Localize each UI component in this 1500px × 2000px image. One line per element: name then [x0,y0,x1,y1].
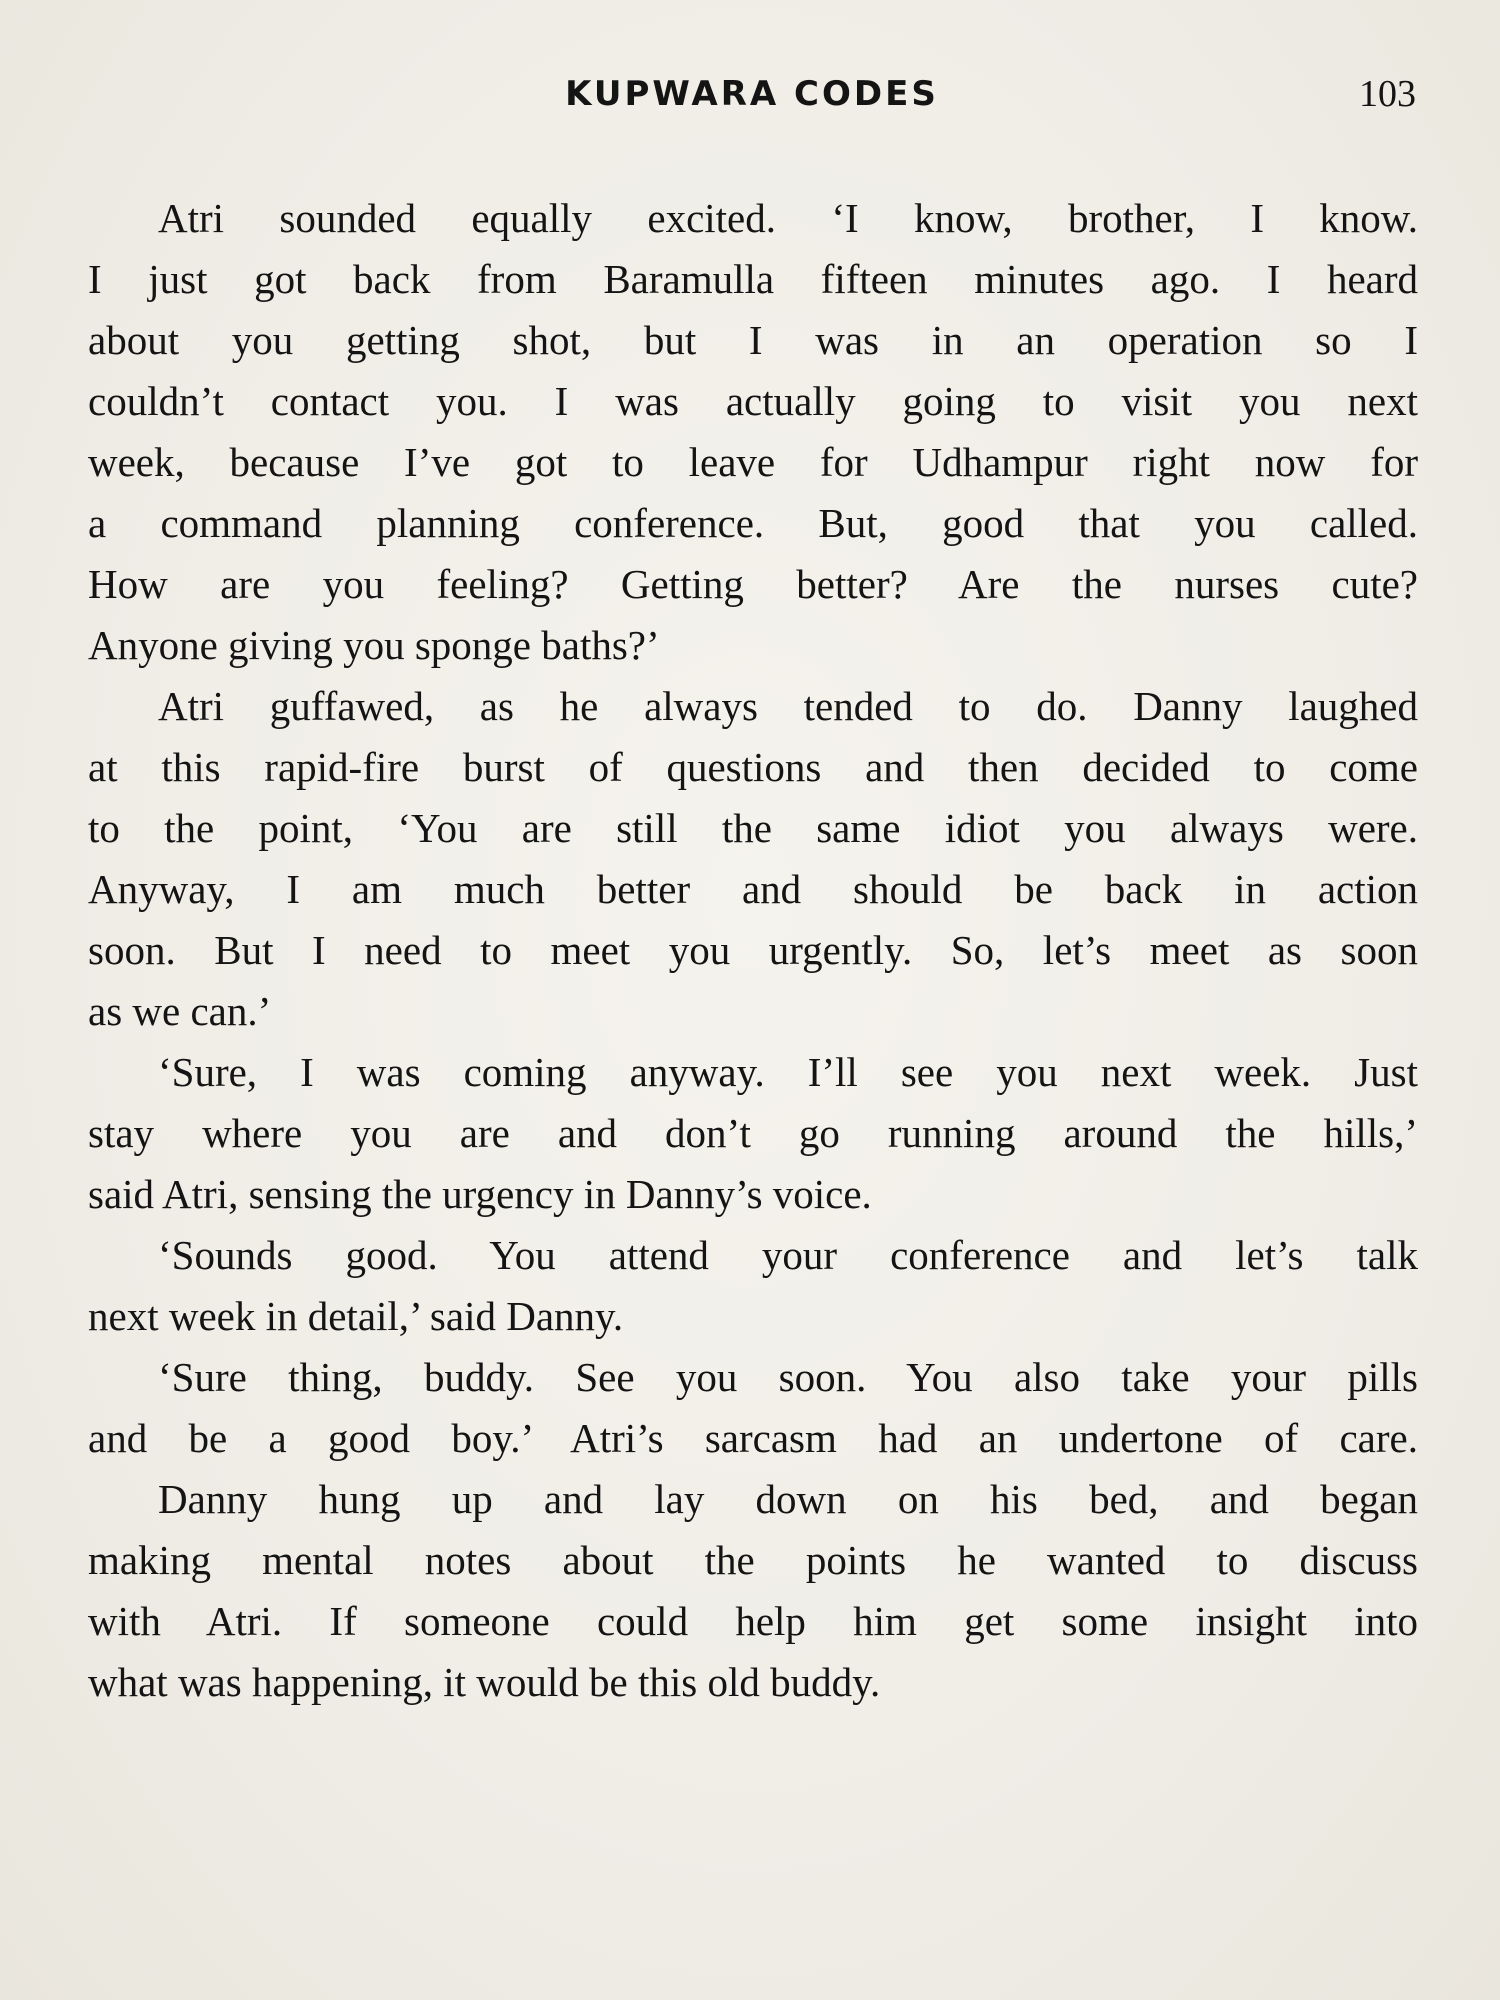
text-line: I just got back from Baramulla fifteen minutes ago. I heard [88,256,1418,302]
text-line: soon. But I need to meet you urgently. So, let’s meet as soon [88,927,1418,973]
text-line: Atri sounded equally excited. ‘I know, brother, I know. [158,195,1418,241]
text-line: to the point, ‘You are still the same idiot you always were. [88,805,1418,851]
text-line: about you getting shot, but I was in an operation so I [88,317,1418,363]
text-line: ‘Sure, I was coming anyway. I’ll see you next week. Just [158,1049,1418,1095]
text-line: making mental notes about the points he wanted to discuss [88,1537,1418,1583]
text-line: and be a good boy.’ Atri’s sarcasm had an undertone of care. [88,1415,1418,1461]
text-line: couldn’t contact you. I was actually going to visit you next [88,378,1418,424]
text-line: a command planning conference. But, good that you called. [88,500,1418,546]
text-line: Danny hung up and lay down on his bed, and began [158,1476,1418,1522]
text-line: at this rapid-fire burst of questions and then decided to come [88,744,1418,790]
text-line: How are you feeling? Getting better? Are the nurses cute? [88,561,1418,607]
text-line: week, because I’ve got to leave for Udhampur right now for [88,439,1418,485]
text-line: what was happening, it would be this old buddy. [88,1659,881,1705]
text-line: with Atri. If someone could help him get some insight into [88,1598,1418,1644]
text-line: Atri guffawed, as he always tended to do. Danny laughed [158,683,1418,729]
body-text [88,188,1418,1713]
text-line: ‘Sounds good. You attend your conference and let’s talk [158,1232,1418,1278]
page-header [88,72,1416,122]
text-line: Anyway, I am much better and should be back in action [88,866,1418,912]
text-line: Anyone giving you sponge baths?’ [88,622,660,668]
page-number: 103 [1359,73,1416,115]
text-line: stay where you are and don’t go running around the hills,’ [88,1110,1418,1156]
text-line: ‘Sure thing, buddy. See you soon. You also take your pills [158,1354,1418,1400]
text-line: as we can.’ [88,988,272,1034]
text-line: said Atri, sensing the urgency in Danny’s voice. [88,1171,872,1217]
running-title: KUPWARA CODES [565,74,939,114]
text-line: next week in detail,’ said Danny. [88,1293,624,1339]
